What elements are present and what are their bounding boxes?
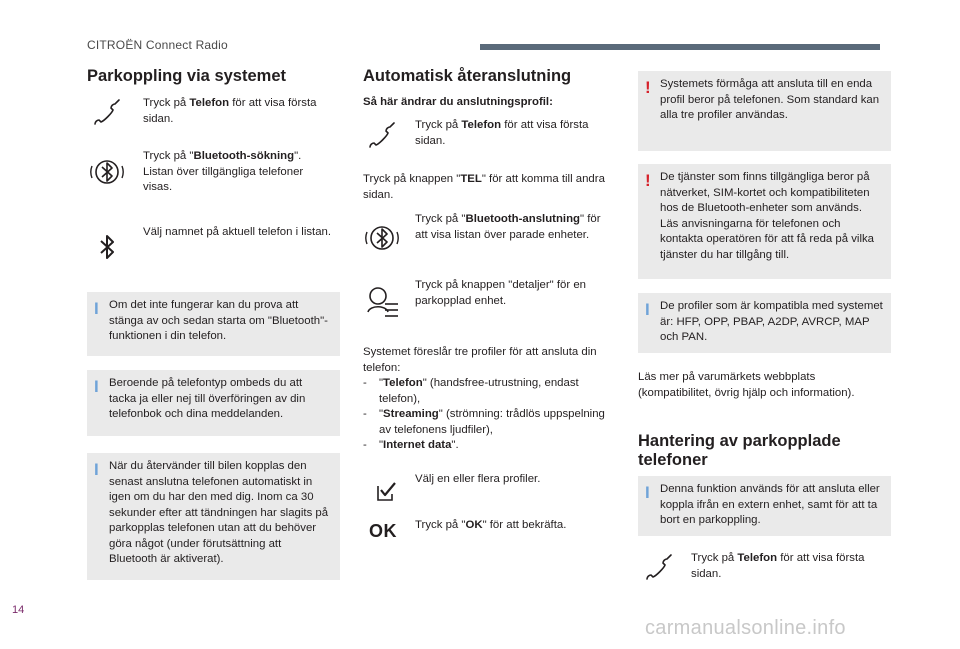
info-note-restart-bluetooth: I Om det inte fungerar kan du prova att stänga av och sedan starta om "Bluetooth"-funktionen i din telefon. — [87, 292, 340, 356]
info-note-auto-reconnect: I När du återvänder till bilen kopplas den senast anslutna telefonen automatiskt in igen om du har den med dig. Inom ca 30 sekunder efter att tändningen har slagits på parkopplas telefonen utan att du behöver göra något (under förutsättning att Bluetooth är aktiverat). — [87, 453, 340, 580]
warning-note-profile: ! Systemets förmåga att ansluta till en enda profil beror på telefonen. Som standard kan alla tre profiler användas. — [638, 71, 891, 151]
bluetooth-connection-icon — [365, 221, 399, 255]
profile-list — [363, 376, 618, 454]
warning-mark-icon: ! — [645, 171, 651, 190]
ok-icon: OK — [369, 521, 397, 541]
para-website: Läs mer på varumärkets webbplats (kompatibilitet, övrig hjälp och information). — [638, 371, 855, 399]
checkbox-icon — [368, 474, 402, 508]
bluetooth-icon — [90, 231, 124, 265]
step-ok: Tryck på "OK" för att bekräfta. — [415, 519, 567, 531]
info-note-compatible-profiles: I De profiler som är kompatibla med systemet är: HFP, OPP, PBAP, A2DP, AVRCP, MAP och PAN. — [638, 293, 891, 353]
step-select-phone: Välj namnet på aktuell telefon i listan. — [143, 226, 332, 238]
para-profiles: Systemet föreslår tre profiler för att ansluta din telefon: — [363, 346, 597, 374]
page-number: 14 — [12, 604, 25, 616]
step-tap-telefon: Tryck på Telefon för att visa första sidan. — [143, 97, 317, 125]
list-item: - "Internet data". — [363, 439, 459, 451]
info-mark-icon: I — [645, 483, 650, 502]
phone-handset-icon — [90, 95, 124, 129]
warning-mark-icon: ! — [645, 78, 651, 97]
list-item: - "Telefon" (handsfree-utrustning, endast telefon), — [363, 377, 579, 405]
list-item: - "Streaming" (strömning: trådlös uppspelning av telefonens ljudfiler), — [363, 408, 605, 436]
section-heading-parkoppling: Parkoppling via systemet — [87, 67, 286, 85]
details-icon — [365, 284, 399, 318]
phone-handset-icon — [642, 550, 676, 584]
header-bar — [480, 44, 880, 50]
step-bluetooth-anslutning: Tryck på "Bluetooth-anslutning" för att visa listan över parade enheter. — [415, 213, 601, 241]
info-note-function: I Denna funktion används för att ansluta eller koppla ifrån en extern enhet, samt för att ta bort en parkoppling. — [638, 476, 891, 536]
info-mark-icon: I — [645, 300, 650, 319]
info-note-phonebook: I Beroende på telefontyp ombeds du att tacka ja eller nej till överföringen av din telefonbok och dina meddelanden. — [87, 370, 340, 436]
step-details: Tryck på knappen "detaljer" för en parkopplad enhet. — [415, 279, 587, 307]
step-tap-telefon-2: Tryck på Telefon för att visa första sidan. — [415, 119, 589, 147]
step-select-profiles: Välj en eller flera profiler. — [415, 473, 541, 485]
info-mark-icon: I — [94, 460, 99, 479]
section-heading-hantering: Hantering av parkopplade telefoner — [638, 432, 841, 469]
section-heading-automatisk: Automatisk återanslutning — [363, 67, 572, 85]
phone-handset-icon — [365, 118, 399, 152]
watermark: carmanualsonline.info — [645, 617, 846, 639]
step-tap-telefon-3: Tryck på Telefon för att visa första sidan. — [691, 552, 865, 580]
step-bluetooth-sokning: Tryck på "Bluetooth-sökning". Listan över tillgängliga telefoner visas. — [143, 150, 304, 193]
bluetooth-search-icon — [90, 155, 124, 189]
warning-note-services: ! De tjänster som finns tillgängliga beror på nätverket, SIM-kortet och kompatibiliteten hos de Bluetooth-enheter som används. Läs anvisningarna för telefonen och kontakta operatören för att få reda på vilka tjänster du har tillgång till. — [638, 164, 891, 279]
subheading-profile: Så här ändrar du anslutningsprofil: — [363, 96, 553, 108]
para-tel-button: Tryck på knappen "TEL" för att komma till andra sidan. — [363, 173, 605, 201]
document-header: CITROËN Connect Radio — [87, 38, 228, 52]
info-mark-icon: I — [94, 377, 99, 396]
info-mark-icon: I — [94, 299, 99, 318]
